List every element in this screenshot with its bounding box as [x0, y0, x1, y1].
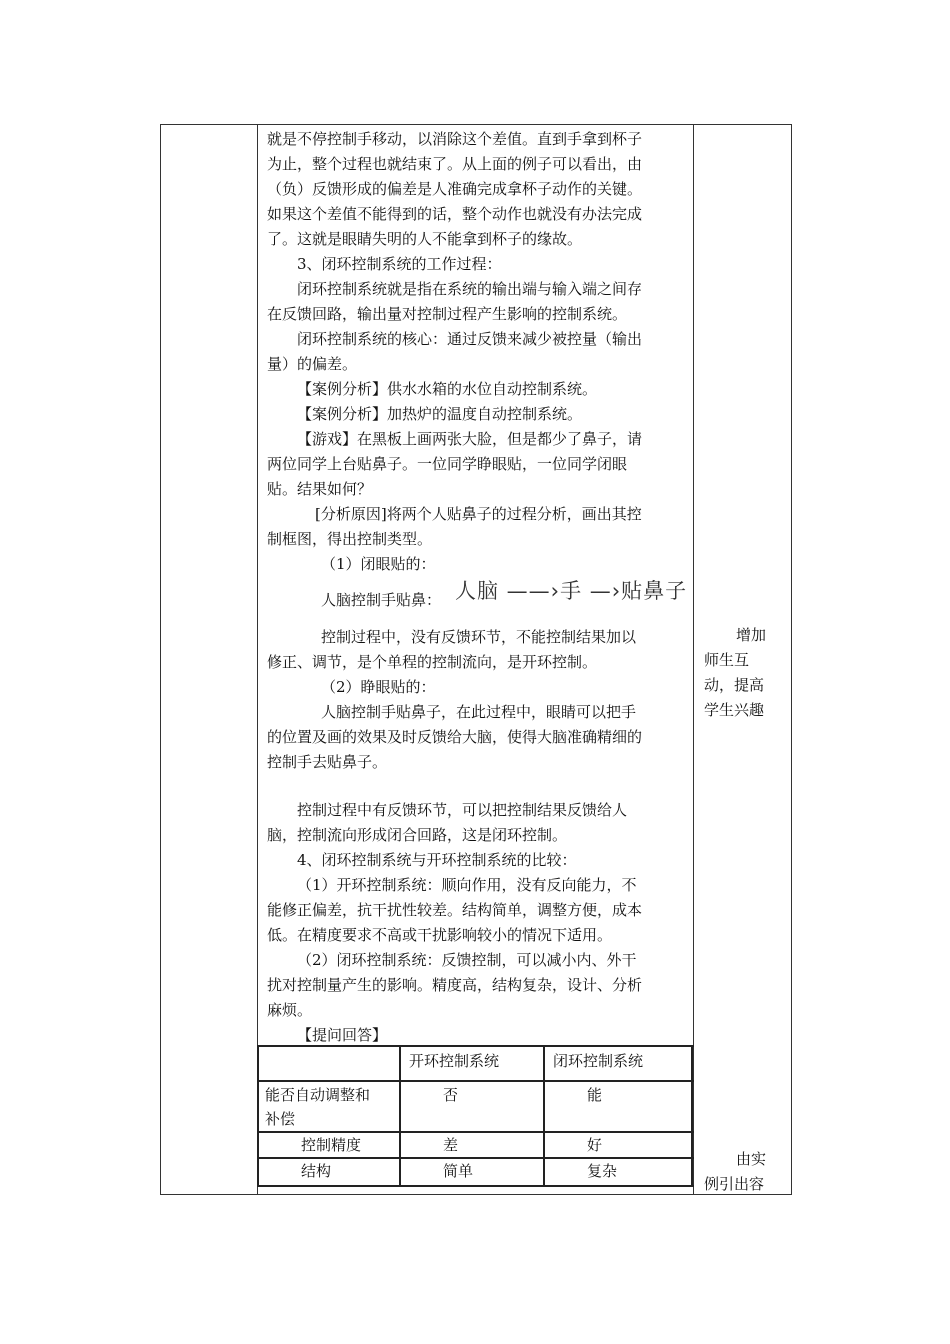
text-line: 制框图，得出控制类型。	[267, 530, 433, 548]
text-line: 【提问回答】	[297, 1026, 388, 1044]
note-line: 由实	[736, 1150, 767, 1168]
text-line: 闭环控制系统的核心：通过反馈来减少被控量（输出	[297, 330, 643, 348]
text-line: 脑，控制流向形成闭合回路，这是闭环控制。	[267, 826, 568, 844]
text-line: 控制过程中有反馈环节，可以把控制结果反馈给人	[297, 801, 628, 819]
table-rule	[691, 1045, 693, 1187]
table-header-cell: 开环控制系统	[409, 1052, 500, 1070]
text-line: 【案例分析】供水水箱的水位自动控制系统。	[297, 380, 598, 398]
column-divider	[257, 125, 258, 1194]
table-cell: 复杂	[587, 1162, 618, 1180]
text-line: 人脑控制手贴鼻：	[321, 591, 442, 609]
table-cell: 差	[443, 1136, 459, 1154]
text-line: 的位置及画的效果及时反馈给大脑，使得大脑准确精细的	[267, 728, 643, 746]
text-line: 能修正偏差，抗干扰性较差。结构简单，调整方便，成本	[267, 901, 643, 919]
text-line: 人脑控制手贴鼻子，在此过程中，眼睛可以把手	[321, 703, 637, 721]
comparison-table	[257, 1045, 694, 1187]
text-line: 修正、调节，是个单程的控制流向，是开环控制。	[267, 653, 598, 671]
text-line: 【游戏】在黑板上画两张大脸，但是都少了鼻子，请	[297, 430, 643, 448]
text-line: 【案例分析】加热炉的温度自动控制系统。	[297, 405, 583, 423]
note-line: 动，提高	[704, 676, 765, 694]
text-line: 闭环控制系统就是指在系统的输出端与输入端之间存	[297, 280, 643, 298]
table-cell: 好	[587, 1136, 603, 1154]
table-row-label: 控制精度	[301, 1136, 362, 1154]
text-line: 控制过程中，没有反馈环节，不能控制结果加以	[321, 628, 637, 646]
text-line: 麻烦。	[267, 1001, 313, 1019]
table-rule	[257, 1045, 259, 1187]
section-heading: 3、闭环控制系统的工作过程：	[297, 255, 502, 273]
text-line: （1）闭眼贴的：	[321, 555, 436, 573]
table-rule	[257, 1080, 694, 1082]
text-line: 如果这个差值不能得到的话，整个动作也就没有办法完成	[267, 205, 643, 223]
text-line: （1）开环控制系统：顺向作用，没有反向能力，不	[297, 876, 637, 894]
text-line: 控制手去贴鼻子。	[267, 753, 388, 771]
table-row-label: 能否自动调整和	[265, 1086, 371, 1104]
note-line: 增加	[736, 626, 767, 644]
lesson-table	[160, 124, 792, 1195]
text-line: 扰对控制量产生的影响。精度高，结构复杂，设计、分析	[267, 976, 643, 994]
table-cell: 能	[587, 1086, 603, 1104]
table-rule	[399, 1045, 401, 1187]
section-heading: 4、闭环控制系统与开环控制系统的比较：	[297, 851, 577, 869]
text-line: （负）反馈形成的偏差是人准确完成拿杯子动作的关键。	[267, 180, 643, 198]
table-rule	[257, 1185, 694, 1187]
table-rule	[257, 1045, 694, 1047]
text-line: （2）闭环控制系统：反馈控制，可以减小内、外干	[297, 951, 637, 969]
text-line: [分析原因]将两个人贴鼻子的过程分析，画出其控	[315, 505, 642, 523]
text-line: 两位同学上台贴鼻子。一位同学睁眼贴，一位同学闭眼	[267, 455, 628, 473]
text-line: 量）的偏差。	[267, 355, 358, 373]
text-line: 就是不停控制手移动，以消除这个差值。直到手拿到杯子	[267, 130, 643, 148]
text-line: 低。在精度要求不高或干扰影响较小的情况下适用。	[267, 926, 613, 944]
text-line: （2）睁眼贴的：	[321, 678, 436, 696]
text-line: 在反馈回路，输出量对控制过程产生影响的控制系统。	[267, 305, 628, 323]
note-line: 师生互	[704, 651, 750, 669]
text-line: 为止，整个过程也就结束了。从上面的例子可以看出，由	[267, 155, 643, 173]
note-line: 学生兴趣	[704, 701, 765, 719]
text-line: 了。这就是眼睛失明的人不能拿到杯子的缘故。	[267, 230, 583, 248]
table-row-label: 结构	[301, 1162, 332, 1180]
note-line: 例引出容	[704, 1175, 765, 1193]
table-rule	[543, 1045, 545, 1187]
control-flow-diagram: 人脑 ——›手 —›贴鼻子	[455, 579, 688, 603]
table-header-cell: 闭环控制系统	[553, 1052, 644, 1070]
table-cell: 否	[443, 1086, 459, 1104]
table-cell: 简单	[443, 1162, 474, 1180]
table-row-label: 补偿	[265, 1110, 296, 1128]
text-line: 贴。结果如何？	[267, 480, 373, 498]
